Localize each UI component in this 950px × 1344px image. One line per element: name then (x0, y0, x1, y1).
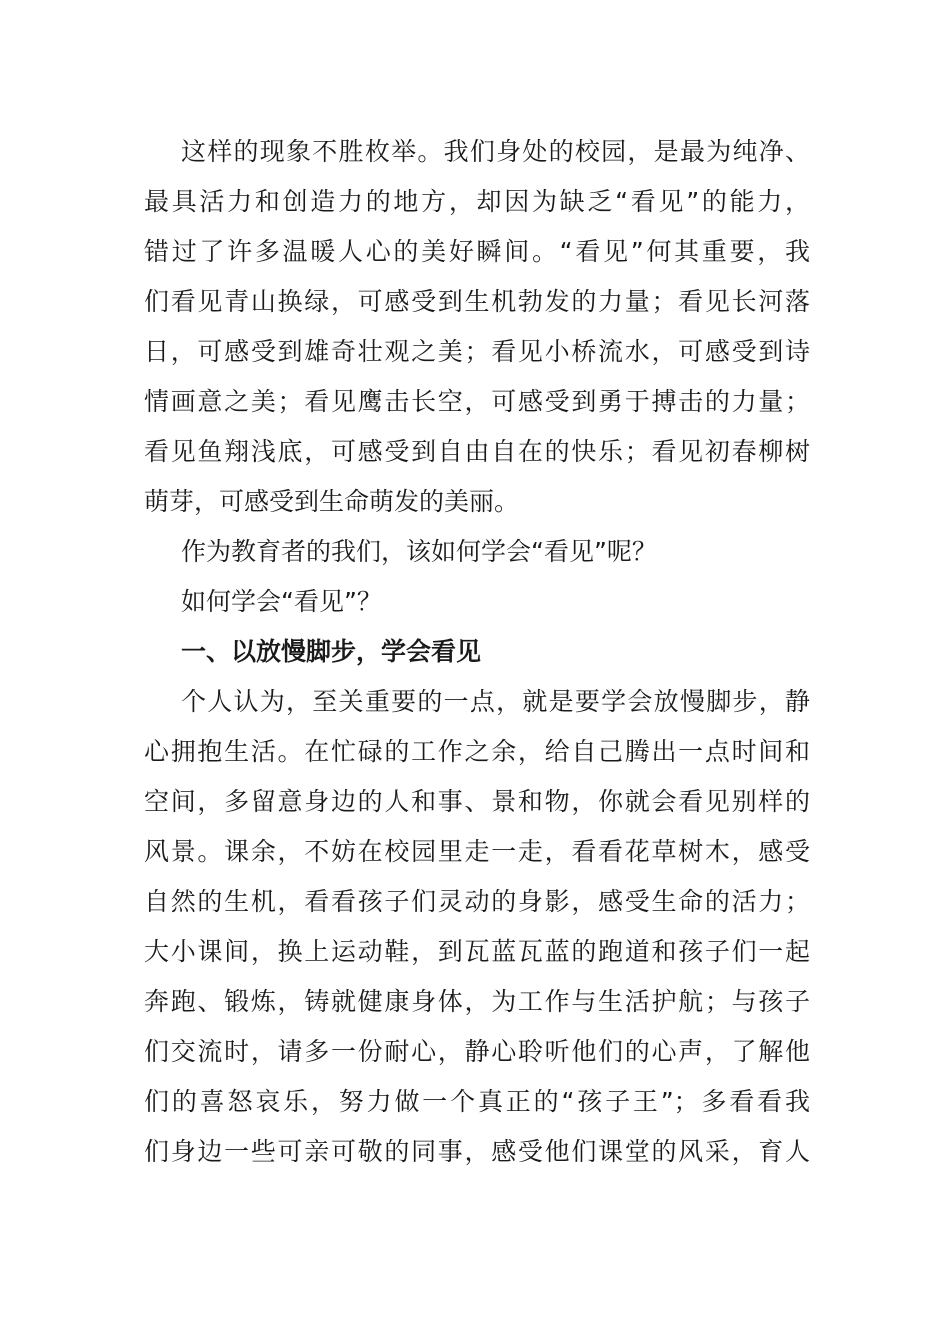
paragraph-question: 作为教育者的我们，该如何学会“看见”呢？ (181, 537, 657, 566)
paragraph-how-to-see: 如何学会“看见”？ (181, 587, 382, 616)
document-body (144, 127, 810, 1177)
text-line: 心拥抱生活。在忙碌的工作之余，给自己腾出一点时间和 (144, 737, 810, 766)
text-line: 最具活力和创造力的地方，却因为缺乏“看见”的能力， (144, 187, 810, 216)
text-line: 们的喜怒哀乐，努力做一个真正的“孩子王”；多看看我 (144, 1087, 810, 1116)
text-line: 这样的现象不胜枚举。我们身处的校园，是最为纯净、 (181, 137, 810, 166)
text-line: 空间，多留意身边的人和事、景和物，你就会看见别样的 (144, 787, 810, 816)
text-line: 们看见青山换绿，可感受到生机勃发的力量；看见长河落 (144, 287, 810, 316)
text-line: 们身边一些可亲可敬的同事，感受他们课堂的风采，育人 (144, 1137, 810, 1166)
text-line: 情画意之美；看见鹰击长空，可感受到勇于搏击的力量； (144, 387, 810, 416)
text-line: 个人认为，至关重要的一点，就是要学会放慢脚步，静 (181, 687, 810, 716)
text-line: 大小课间，换上运动鞋，到瓦蓝瓦蓝的跑道和孩子们一起 (144, 937, 810, 966)
text-line: 萌芽，可感受到生命萌发的美丽。 (144, 487, 520, 516)
text-line: 风景。课余，不妨在校园里走一走，看看花草树木，感受 (144, 837, 810, 866)
paragraph-slow-down (144, 677, 810, 1177)
text-line: 自然的生机，看看孩子们灵动的身影，感受生命的活力； (144, 887, 810, 916)
text-line: 们交流时，请多一份耐心，静心聆听他们的心声，了解他 (144, 1037, 810, 1066)
paragraph-seeing-importance (144, 127, 810, 527)
text-line: 日，可感受到雄奇壮观之美；看见小桥流水，可感受到诗 (144, 337, 810, 366)
section-heading: 一、以放慢脚步，学会看见 (181, 637, 482, 666)
text-line: 错过了许多温暖人心的美好瞬间。“看见”何其重要，我 (144, 237, 810, 266)
text-line: 看见鱼翔浅底，可感受到自由自在的快乐；看见初春柳树 (144, 437, 810, 466)
text-line: 奔跑、锻炼，铸就健康身体，为工作与生活护航；与孩子 (144, 987, 810, 1016)
